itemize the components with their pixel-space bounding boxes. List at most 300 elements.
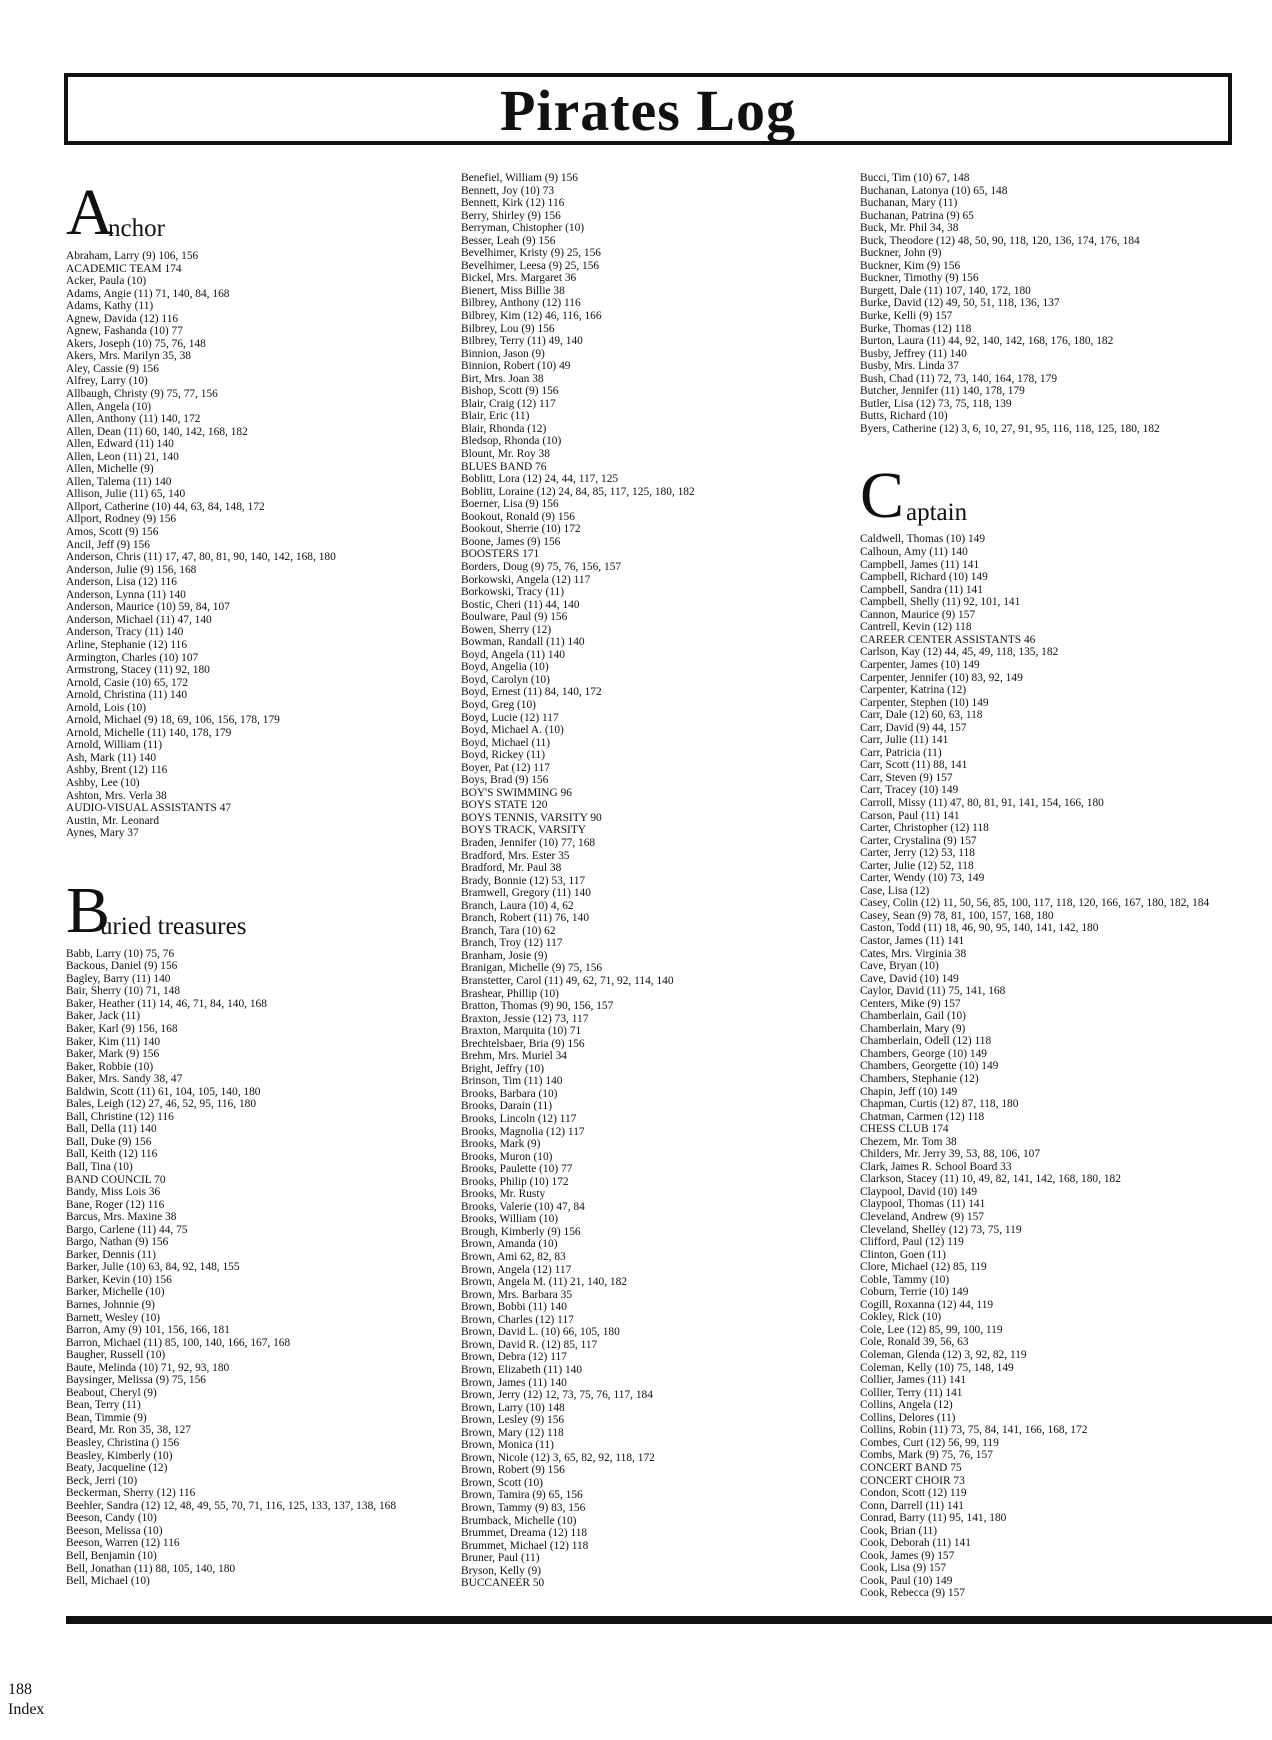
index-entry: Cogill, Roxanna (12) 44, 119	[860, 1298, 994, 1311]
index-entry: Baker, Heather (11) 14, 46, 71, 84, 140, 168	[66, 997, 267, 1010]
index-entry: Cook, Deborah (11) 141	[860, 1537, 971, 1550]
index-entry: Caylor, David (11) 75, 141, 168	[860, 985, 1006, 998]
index-entry: Carpenter, Stephen (10) 149	[860, 696, 989, 709]
index-entry: Bledsop, Rhonda (10)	[461, 435, 562, 448]
index-entry: Bell, Benjamin (10)	[66, 1549, 157, 1562]
index-entry: Cole, Lee (12) 85, 99, 100, 119	[860, 1323, 1003, 1336]
index-entry: Barcus, Mrs. Maxine 38	[66, 1211, 177, 1224]
index-entry: Armington, Charles (10) 107	[66, 651, 199, 664]
index-entry: Ball, Keith (12) 116	[66, 1148, 158, 1161]
index-entry: Boyd, Ernest (11) 84, 140, 172	[461, 686, 602, 699]
index-entry: Brooks, Magnolia (12) 117	[461, 1125, 585, 1138]
index-entry: Baker, Mark (9) 156	[66, 1048, 160, 1061]
index-entry: Claypool, David (10) 149	[860, 1185, 978, 1198]
index-entry: Buchanan, Patrina (9) 65	[860, 209, 974, 222]
index-entry: Carter, Julie (12) 52, 118	[860, 859, 974, 872]
index-entry: Ball, Tina (10)	[66, 1161, 133, 1173]
index-entry: Cannon, Maurice (9) 157	[860, 608, 976, 621]
index-entry: Branch, Troy (12) 117	[461, 937, 563, 950]
index-entry: Chatman, Carmen (12) 118	[860, 1110, 985, 1123]
index-entry: Collins, Delores (11)	[860, 1411, 956, 1424]
index-entry: Brown, Charles (12) 117	[461, 1313, 574, 1326]
index-entry: Abraham, Larry (9) 106, 156	[66, 250, 199, 262]
index-entry: Chamberlain, Gail (10)	[860, 1010, 966, 1023]
section-heading	[66, 870, 446, 948]
index-entry: Allen, Dean (11) 60, 140, 142, 168, 182	[66, 425, 248, 438]
index-entry: Bilbrey, Anthony (12) 116	[461, 297, 581, 310]
index-entry: Buckner, John (9)	[860, 247, 942, 260]
index-entry: Brown, Tammy (9) 83, 156	[461, 1501, 586, 1514]
index-entry: CONCERT CHOIR 73	[860, 1474, 965, 1487]
index-entry: Chapin, Jeff (10) 149	[860, 1085, 958, 1098]
index-entry: Clarkson, Stacey (11) 10, 49, 82, 141, 142, 168, 180, 182	[860, 1173, 1121, 1186]
index-entry: Brown, Mary (12) 118	[461, 1426, 564, 1439]
index-entry: Brinson, Tim (11) 140	[461, 1075, 563, 1088]
index-entry: Brown, Debra (12) 117	[461, 1351, 567, 1364]
index-entry: Bickel, Mrs. Margaret 36	[461, 272, 577, 285]
index-entry: Allport, Catherine (10) 44, 63, 84, 148, 172	[66, 500, 265, 513]
index-entry: Anderson, Michael (11) 47, 140	[66, 613, 212, 626]
index-entry: Beaty, Jacqueline (12)	[66, 1462, 168, 1475]
index-entry: BUCCANEER 50	[461, 1577, 545, 1590]
index-entry: Bush, Chad (11) 72, 73, 140, 164, 178, 179	[860, 372, 1058, 385]
section-heading-initial: B	[66, 873, 111, 947]
index-entry: Allen, Michelle (9)	[66, 463, 154, 476]
index-entry: Baugher, Russell (10)	[66, 1349, 166, 1362]
index-entry: Braden, Jennifer (10) 77, 168	[461, 836, 596, 849]
index-entry: Branch, Robert (11) 76, 140	[461, 912, 590, 925]
index-entry: Agnew, Davida (12) 116	[66, 312, 179, 325]
index-entry: Blount, Mr. Roy 38	[461, 448, 550, 461]
index-entry: Casey, Colin (12) 11, 50, 56, 85, 100, 117, 118, 120, 166, 167, 180, 182, 184	[860, 897, 1210, 910]
index-entry: Brooks, Barbara (10)	[461, 1087, 558, 1100]
index-entry: BOYS STATE 120	[461, 799, 548, 812]
index-entry: Collier, Terry (11) 141	[860, 1386, 963, 1399]
index-entry: Boyd, Angelia (10)	[461, 661, 549, 674]
index-entry: Bilbrey, Kim (12) 46, 116, 166	[461, 310, 602, 323]
index-entry: Boone, James (9) 156	[461, 535, 561, 548]
index-entry: Brough, Kimberly (9) 156	[461, 1225, 581, 1238]
index-entry: Cokley, Rick (10)	[860, 1311, 942, 1324]
index-entry: Borders, Doug (9) 75, 76, 156, 157	[461, 560, 622, 573]
index-entry: Brooks, William (10)	[461, 1213, 559, 1226]
index-entry: Ash, Mark (11) 140	[66, 751, 157, 764]
index-entry: Arnold, Casie (10) 65, 172	[66, 676, 189, 689]
index-entry: Boblitt, Loraine (12) 24, 84, 85, 117, 125, 180, 182	[461, 485, 695, 498]
index-entry: Barron, Amy (9) 101, 156, 166, 181	[66, 1324, 230, 1337]
index-entry: Bryson, Kelly (9)	[461, 1564, 542, 1577]
bottom-rule	[66, 1616, 1272, 1624]
index-entry: Branch, Laura (10) 4, 62	[461, 899, 574, 912]
index-entry: BOYS TENNIS, VARSITY 90	[461, 811, 602, 824]
index-entry: Anderson, Lisa (12) 116	[66, 576, 177, 589]
index-entry: Cook, Brian (11)	[860, 1524, 938, 1537]
index-entry: Bevelhimer, Leesa (9) 25, 156	[461, 259, 600, 272]
index-entry: BOOSTERS 171	[461, 548, 540, 561]
index-entry: Coble, Tammy (10)	[860, 1273, 950, 1286]
index-entry: Anderson, Julie (9) 156, 168	[66, 563, 197, 576]
index-entry: Bilbrey, Lou (9) 156	[461, 322, 555, 335]
index-entry: Beasley, Christina () 156	[66, 1437, 180, 1450]
index-entry: Chezem, Mr. Tom 38	[860, 1135, 957, 1148]
index-entry: Braxton, Jessie (12) 73, 117	[461, 1012, 589, 1025]
index-entry: Carr, Steven (9) 157	[860, 771, 953, 784]
index-entry: BOYS TRACK, VARSITY	[461, 824, 587, 837]
title-box	[64, 73, 1232, 145]
index-entry: CHESS CLUB 174	[860, 1123, 949, 1136]
index-entry: Branham, Josie (9)	[461, 949, 548, 962]
index-entry: Boyd, Carolyn (10)	[461, 673, 550, 686]
index-entry: Buchanan, Mary (11)	[860, 197, 958, 210]
index-entry: Agnew, Fashanda (10) 77	[66, 325, 183, 338]
index-entry: Bright, Jeffry (10)	[461, 1062, 544, 1075]
index-entry: Carr, Patricia (11)	[860, 746, 942, 759]
index-entry: Butts, Richard (10)	[860, 410, 948, 423]
index-entry: Cantrell, Kevin (12) 118	[860, 621, 972, 634]
index-entry: Anderson, Tracy (11) 140	[66, 626, 184, 639]
index-entry: Boys, Brad (9) 156	[461, 774, 549, 787]
index-entry: Allen, Anthony (11) 140, 172	[66, 413, 201, 426]
index-entry: Burton, Laura (11) 44, 92, 140, 142, 168, 176, 180, 182	[860, 335, 1114, 348]
section-heading-initial: A	[66, 176, 114, 249]
index-entry: Bowman, Randall (11) 140	[461, 636, 585, 649]
index-column-2	[461, 172, 841, 1590]
index-entry: Brown, Nicole (12) 3, 65, 82, 92, 118, 172	[461, 1451, 655, 1464]
section-heading-text: aptain	[906, 498, 968, 526]
index-entry: Brown, James (11) 140	[461, 1376, 567, 1389]
index-entry: Collins, Angela (12)	[860, 1399, 953, 1412]
index-entry: Bienert, Miss Billie 38	[461, 284, 565, 297]
index-entry: Chamberlain, Mary (9)	[860, 1022, 966, 1035]
index-entry: Carr, Julie (11) 141	[860, 734, 949, 747]
index-entry: Buchanan, Latonya (10) 65, 148	[860, 184, 1008, 197]
index-entry: Adams, Kathy (11)	[66, 300, 154, 313]
index-entry: Ball, Della (11) 140	[66, 1123, 157, 1136]
index-entry: Arnold, Michelle (11) 140, 178, 179	[66, 726, 232, 739]
index-entry: Coleman, Kelly (10) 75, 148, 149	[860, 1361, 1014, 1374]
index-entry: Cook, James (9) 157	[860, 1549, 955, 1562]
index-entry: Childers, Mr. Jerry 39, 53, 88, 106, 107	[860, 1148, 1041, 1161]
index-entry: Bane, Roger (12) 116	[66, 1198, 165, 1211]
index-entry: Acker, Paula (10)	[66, 275, 147, 288]
index-entry: BAND COUNCIL 70	[66, 1173, 166, 1186]
index-entry: Carter, Jerry (12) 53, 118	[860, 847, 975, 860]
index-entry: Beehler, Sandra (12) 12, 48, 49, 55, 70, 71, 116, 125, 133, 137, 138, 168	[66, 1499, 397, 1512]
index-entry: Akers, Mrs. Marilyn 35, 38	[66, 350, 191, 363]
index-entry: Byers, Catherine (12) 3, 6, 10, 27, 91, 95, 116, 118, 125, 180, 182	[860, 422, 1160, 435]
index-entry: Brown, Monica (11)	[461, 1439, 554, 1452]
index-entry: Bales, Leigh (12) 27, 46, 52, 95, 116, 180	[66, 1098, 257, 1111]
index-entry: Boyd, Michael A. (10)	[461, 724, 564, 737]
index-entry: Coleman, Glenda (12) 3, 92, 82, 119	[860, 1349, 1027, 1362]
index-entry: Armstrong, Stacey (11) 92, 180	[66, 664, 210, 677]
index-entry: Carson, Paul (11) 141	[860, 809, 960, 822]
index-entry: Campbell, Richard (10) 149	[860, 571, 988, 584]
page-footer	[8, 1680, 44, 1720]
index-entry: Allison, Julie (11) 65, 140	[66, 488, 186, 501]
index-entry: Conn, Darrell (11) 141	[860, 1499, 964, 1512]
index-entry: Akers, Joseph (10) 75, 76, 148	[66, 337, 206, 350]
index-entry: Busby, Jeffrey (11) 140	[860, 347, 967, 360]
index-entry: Arnold, Christina (11) 140	[66, 689, 188, 702]
section-heading-initial: C	[860, 459, 905, 533]
index-entry: Caldwell, Thomas (10) 149	[860, 533, 986, 546]
index-entry: Bagley, Barry (11) 140	[66, 972, 171, 985]
index-entry: Brown, David R. (12) 85, 117	[461, 1338, 598, 1351]
index-entry: Ball, Duke (9) 156	[66, 1135, 152, 1148]
index-entry: Cook, Paul (10) 149	[860, 1574, 953, 1587]
index-entry: Beard, Mr. Ron 35, 38, 127	[66, 1424, 191, 1437]
index-entry: Brehm, Mrs. Muriel 34	[461, 1050, 567, 1063]
index-entry: Ball, Christine (12) 116	[66, 1110, 174, 1123]
index-entry: Burgett, Dale (11) 107, 140, 172, 180	[860, 284, 1031, 297]
index-entry: Cave, David (10) 149	[860, 972, 959, 985]
index-entry: Bramwell, Gregory (11) 140	[461, 887, 591, 900]
index-entry: Brooks, Paulette (10) 77	[461, 1163, 573, 1176]
index-entry: Carter, Wendy (10) 73, 149	[860, 872, 985, 885]
index-entry: Blair, Eric (11)	[461, 410, 530, 423]
index-entry: Clore, Michael (12) 85, 119	[860, 1261, 987, 1274]
index-entry: Carroll, Missy (11) 47, 80, 81, 91, 141, 154, 166, 180	[860, 796, 1104, 809]
index-entry: Condon, Scott (12) 119	[860, 1487, 967, 1500]
index-entry: Chambers, Georgette (10) 149	[860, 1060, 999, 1073]
index-entry: Baute, Melinda (10) 71, 92, 93, 180	[66, 1361, 230, 1374]
index-entry: Benefiel, William (9) 156	[461, 172, 579, 184]
index-entry: Besser, Leah (9) 156	[461, 234, 556, 247]
index-entry: Bargo, Nathan (9) 156	[66, 1236, 169, 1249]
index-entry: Clinton, Goen (11)	[860, 1248, 946, 1261]
index-entry: Brooks, Lincoln (12) 117	[461, 1113, 577, 1126]
index-entry: Cave, Bryan (10)	[860, 960, 939, 973]
index-entry: Baker, Mrs. Sandy 38, 47	[66, 1073, 183, 1086]
index-entry: Busby, Mrs. Linda 37	[860, 360, 959, 373]
index-entry: Collier, James (11) 141	[860, 1374, 967, 1387]
index-entry: Cook, Lisa (9) 157	[860, 1562, 947, 1575]
index-entry: Branstetter, Carol (11) 49, 62, 71, 92, 114, 140	[461, 975, 674, 987]
index-entry: Blair, Craig (12) 117	[461, 397, 556, 410]
index-entry: Branigan, Michelle (9) 75, 156	[461, 962, 603, 975]
index-entry: Chambers, Stephanie (12)	[860, 1073, 979, 1085]
index-entry: Brummet, Dreama (12) 118	[461, 1527, 588, 1540]
index-entry: Amos, Scott (9) 156	[66, 526, 159, 539]
index-entry: Carr, Scott (11) 88, 141	[860, 759, 968, 772]
index-entry: Beckerman, Sherry (12) 116	[66, 1487, 196, 1500]
index-entry: Anderson, Maurice (10) 59, 84, 107	[66, 601, 230, 614]
index-entry: Bruner, Paul (11)	[461, 1552, 540, 1565]
index-entry: Bucci, Tim (10) 67, 148	[860, 172, 970, 184]
index-entry: Carlson, Kay (12) 44, 45, 49, 118, 135, 182	[860, 646, 1059, 659]
index-entry: Bell, Michael (10)	[66, 1575, 150, 1588]
index-entry: Aynes, Mary 37	[66, 827, 139, 840]
index-entry: AUDIO-VISUAL ASSISTANTS 47	[66, 802, 232, 815]
index-entry: Barker, Dennis (11)	[66, 1248, 156, 1261]
index-entry: Boblitt, Lora (12) 24, 44, 117, 125	[461, 473, 619, 486]
index-entry: Barron, Michael (11) 85, 100, 140, 166, 167, 168	[66, 1336, 291, 1349]
index-entry: Baker, Jack (11)	[66, 1010, 141, 1023]
index-entry: Brooks, Mark (9)	[461, 1138, 541, 1151]
index-entry: Coburn, Terrie (10) 149	[860, 1286, 969, 1299]
index-entry: Berryman, Chistopher (10)	[461, 222, 585, 235]
index-entry: Brooks, Muron (10)	[461, 1150, 553, 1163]
index-entry: Brooks, Valerie (10) 47, 84	[461, 1200, 585, 1213]
index-entry: Burke, Thomas (12) 118	[860, 322, 972, 335]
index-entry: Bennett, Kirk (12) 116	[461, 197, 565, 210]
index-entry: Brown, Elizabeth (11) 140	[461, 1363, 583, 1376]
index-entry: Carpenter, Katrina (12)	[860, 684, 967, 697]
index-entry: Backous, Daniel (9) 156	[66, 960, 178, 973]
index-entry: Bandy, Miss Lois 36	[66, 1186, 161, 1199]
index-entry: ACADEMIC TEAM 174	[66, 262, 182, 275]
page-title: Pirates Log	[499, 78, 797, 143]
section-heading-text: nchor	[108, 215, 165, 243]
index-entry: Brumback, Michelle (10)	[461, 1514, 577, 1527]
index-entry: Beeson, Melissa (10)	[66, 1524, 163, 1537]
index-entry: Brown, Angela M. (11) 21, 140, 182	[461, 1276, 627, 1289]
index-entry: Chapman, Curtis (12) 87, 118, 180	[860, 1098, 1019, 1111]
index-entry: Casey, Sean (9) 78, 81, 100, 157, 168, 180	[860, 909, 1054, 922]
index-entry: Beabout, Cheryl (9)	[66, 1386, 157, 1399]
index-entry: Bostic, Cheri (11) 44, 140	[461, 598, 580, 611]
index-entry: Bean, Terry (11)	[66, 1399, 141, 1412]
index-entry: Blair, Rhonda (12)	[461, 422, 547, 435]
index-entry: Cleveland, Shelley (12) 73, 75, 119	[860, 1223, 1022, 1236]
index-entry: Buckner, Timothy (9) 156	[860, 272, 979, 285]
page-number: 188	[8, 1681, 32, 1698]
index-entry: Berry, Shirley (9) 156	[461, 209, 561, 222]
index-entry: Campbell, Sandra (11) 141	[860, 583, 983, 596]
index-entry: Bowen, Sherry (12)	[461, 623, 552, 636]
index-entry: Branch, Tara (10) 62	[461, 924, 556, 937]
index-entry: Carr, Dale (12) 60, 63, 118	[860, 709, 983, 722]
index-column-1	[66, 172, 446, 1588]
index-entry: Brechtelsbaer, Bria (9) 156	[461, 1037, 585, 1050]
index-entry: Carpenter, Jennifer (10) 83, 92, 149	[860, 671, 1023, 684]
index-entry: Baker, Kim (11) 140	[66, 1035, 161, 1048]
index-entry: Allen, Talema (11) 140	[66, 475, 172, 488]
index-entry: Cook, Rebecca (9) 157	[860, 1587, 966, 1600]
index-entry: Bell, Jonathan (11) 88, 105, 140, 180	[66, 1562, 236, 1575]
index-entry: Centers, Mike (9) 157	[860, 997, 961, 1010]
index-entry: Calhoun, Amy (11) 140	[860, 546, 968, 559]
index-entry: Conrad, Barry (11) 95, 141, 180	[860, 1512, 1007, 1525]
section-label: Index	[8, 1701, 45, 1718]
index-entry: Clifford, Paul (12) 119	[860, 1236, 964, 1249]
index-entry: Birt, Mrs. Joan 38	[461, 372, 544, 385]
index-entry: Aley, Cassie (9) 156	[66, 362, 159, 375]
index-entry: Bishop, Scott (9) 156	[461, 385, 559, 398]
index-entry: Brown, Ami 62, 82, 83	[461, 1251, 566, 1264]
index-entry: Anderson, Chris (11) 17, 47, 80, 81, 90, 140, 142, 168, 180	[66, 551, 336, 564]
index-entry: Boyd, Lucie (12) 117	[461, 711, 559, 724]
index-entry: Chamberlain, Odell (12) 118	[860, 1035, 992, 1048]
section-heading	[860, 455, 1260, 533]
index-entry: Castor, James (11) 141	[860, 934, 965, 947]
index-entry: Barker, Michelle (10)	[66, 1286, 165, 1299]
index-entry: Allen, Edward (11) 140	[66, 438, 174, 451]
index-entry: Brown, Scott (10)	[461, 1476, 543, 1489]
index-entry: Brown, Jerry (12) 12, 73, 75, 76, 117, 184	[461, 1389, 653, 1402]
index-entry: Brummet, Michael (12) 118	[461, 1539, 589, 1552]
index-entry: Allen, Leon (11) 21, 140	[66, 450, 179, 463]
index-entry: Brown, David L. (10) 66, 105, 180	[461, 1326, 620, 1339]
index-entry: Borkowski, Angela (12) 117	[461, 573, 591, 586]
index-entry: Carter, Crystalina (9) 157	[860, 834, 977, 847]
index-entry: Beeson, Warren (12) 116	[66, 1537, 180, 1550]
index-entry: Burke, Kelli (9) 157	[860, 310, 953, 323]
index-entry: Chambers, George (10) 149	[860, 1047, 987, 1060]
index-entry: Cole, Ronald 39, 56, 63	[860, 1336, 969, 1349]
index-entry: Bair, Sherry (10) 71, 148	[66, 985, 181, 998]
index-entry: Brown, Lesley (9) 156	[461, 1414, 565, 1427]
index-entry: Carpenter, James (10) 149	[860, 658, 980, 671]
index-entry: Cates, Mrs. Virginia 38	[860, 947, 967, 960]
index-entry: CAREER CENTER ASSISTANTS 46	[860, 633, 1036, 646]
index-entry: Case, Lisa (12)	[860, 884, 930, 897]
index-entry: Brooks, Mr. Rusty	[461, 1188, 546, 1201]
index-entry: Ashby, Brent (12) 116	[66, 764, 168, 777]
index-entry: Beeson, Candy (10)	[66, 1512, 157, 1525]
index-entry: Buck, Mr. Phil 34, 38	[860, 222, 959, 235]
index-entry: Bradford, Mr. Paul 38	[461, 862, 562, 875]
index-entry: Allport, Rodney (9) 156	[66, 513, 177, 526]
index-entry: Butcher, Jennifer (11) 140, 178, 179	[860, 385, 1025, 398]
index-entry: Barnett, Wesley (10)	[66, 1311, 161, 1324]
index-entry: Brady, Bonnie (12) 53, 117	[461, 874, 586, 887]
index-entry: Binnion, Jason (9)	[461, 347, 545, 360]
index-entry: Brooks, Philip (10) 172	[461, 1175, 569, 1188]
index-entry: Braxton, Marquita (10) 71	[461, 1025, 582, 1038]
index-column-3	[860, 172, 1260, 1600]
index-entry: Boulware, Paul (9) 156	[461, 611, 568, 624]
index-entry: BOY'S SWIMMING 96	[461, 786, 572, 799]
index-entry: Clark, James R. School Board 33	[860, 1160, 1012, 1173]
section-heading	[66, 172, 446, 250]
index-entry: Carr, David (9) 44, 157	[860, 721, 967, 734]
index-entry: Collins, Robin (11) 73, 75, 84, 141, 166, 168, 172	[860, 1424, 1088, 1437]
index-entry: Boerner, Lisa (9) 156	[461, 498, 559, 511]
index-entry: Bookout, Sherrie (10) 172	[461, 523, 581, 536]
index-entry: Arnold, Michael (9) 18, 69, 106, 156, 178, 179	[66, 714, 280, 727]
index-entry: Boyd, Rickey (11)	[461, 749, 546, 762]
index-entry: Barnes, Johnnie (9)	[66, 1299, 155, 1312]
index-entry: Barker, Kevin (10) 156	[66, 1273, 172, 1286]
index-entry: Campbell, James (11) 141	[860, 558, 980, 571]
index-entry: Caston, Todd (11) 18, 46, 90, 95, 140, 141, 142, 180	[860, 922, 1099, 935]
index-entry: Beck, Jerri (10)	[66, 1474, 138, 1487]
index-entry: Butler, Lisa (12) 73, 75, 118, 139	[860, 397, 1012, 410]
index-entry: Carr, Tracey (10) 149	[860, 784, 959, 797]
index-entry: CONCERT BAND 75	[860, 1461, 962, 1474]
index-entry: Brooks, Darain (11)	[461, 1100, 552, 1113]
index-entry: Baker, Karl (9) 156, 168	[66, 1022, 178, 1035]
section-heading-text: uried treasures	[100, 913, 247, 941]
index-entry: Brown, Robert (9) 156	[461, 1464, 565, 1477]
index-entry: Ashby, Lee (10)	[66, 776, 140, 789]
index-entry: Campbell, Shelly (11) 92, 101, 141	[860, 596, 1021, 609]
index-entry: Combs, Mark (9) 75, 76, 157	[860, 1449, 993, 1462]
index-entry: Arnold, William (11)	[66, 739, 163, 752]
index-entry: Arnold, Lois (10)	[66, 701, 147, 714]
index-entry: Combes, Curt (12) 56, 99, 119	[860, 1436, 999, 1449]
index-entry: Carter, Christopher (12) 118	[860, 822, 989, 835]
index-entry: Baysinger, Melissa (9) 75, 156	[66, 1374, 207, 1387]
index-entry: Borkowski, Tracy (11)	[461, 586, 565, 599]
index-entry: Binnion, Robert (10) 49	[461, 360, 571, 373]
index-entry: Brown, Angela (12) 117	[461, 1263, 572, 1276]
index-entry: Bradford, Mrs. Ester 35	[461, 849, 570, 862]
index-entry: Adams, Angie (11) 71, 140, 84, 168	[66, 287, 230, 300]
index-entry: Boyd, Michael (11)	[461, 736, 551, 749]
